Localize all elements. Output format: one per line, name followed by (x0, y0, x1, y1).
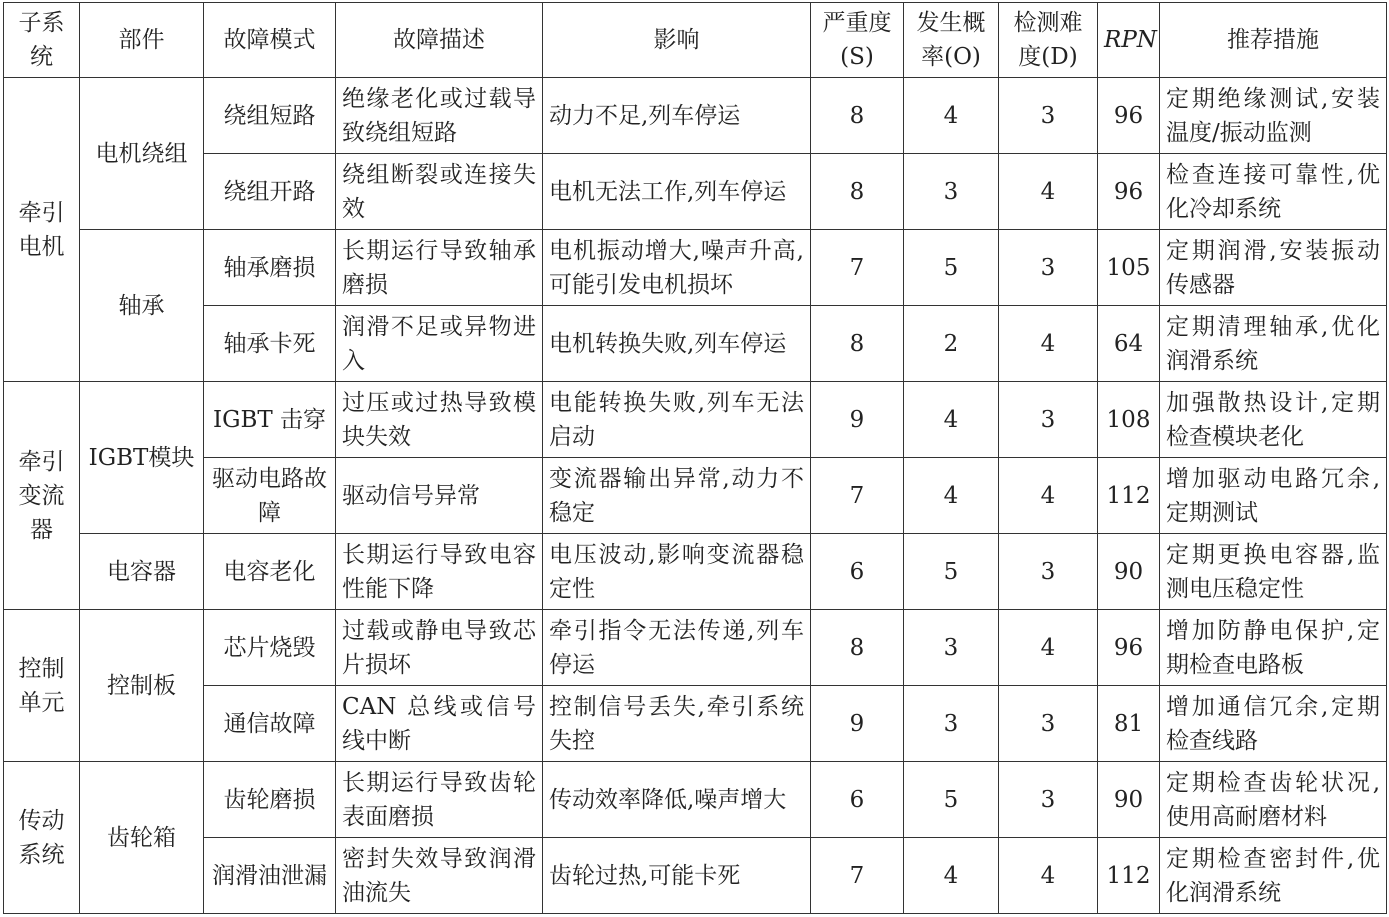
failure-description-cell: 润滑不足或异物进入 (336, 306, 543, 382)
failure-mode-cell: 通信故障 (204, 686, 336, 762)
effect-cell: 控制信号丢失,牵引系统失控 (543, 686, 811, 762)
subsystem-cell: 牵引电机 (4, 78, 80, 382)
table-row (4, 838, 1387, 914)
failure-description-cell: 密封失效导致润滑油流失 (336, 838, 543, 914)
failure-mode-cell: 电容老化 (204, 534, 336, 610)
occurrence-cell: 4 (904, 838, 999, 914)
header-severity: 严重度(S) (811, 3, 904, 78)
rpn-cell: 81 (1098, 686, 1160, 762)
effect-cell: 动力不足,列车停运 (543, 78, 811, 154)
failure-description-cell: CAN 总线或信号线中断 (336, 686, 543, 762)
subsystem-cell: 控制单元 (4, 610, 80, 762)
occurrence-cell: 4 (904, 78, 999, 154)
component-cell: 电机绕组 (80, 78, 204, 230)
occurrence-cell: 4 (904, 458, 999, 534)
rpn-cell: 90 (1098, 534, 1160, 610)
component-cell: 电容器 (80, 534, 204, 610)
rpn-cell: 90 (1098, 762, 1160, 838)
occurrence-cell: 5 (904, 230, 999, 306)
failure-description-cell: 过压或过热导致模块失效 (336, 382, 543, 458)
detection-cell: 4 (999, 838, 1098, 914)
table-row (4, 686, 1387, 762)
failure-description-cell: 长期运行导致电容性能下降 (336, 534, 543, 610)
failure-mode-cell: IGBT 击穿 (204, 382, 336, 458)
detection-cell: 4 (999, 306, 1098, 382)
recommended-action-cell: 定期绝缘测试,安装温度/振动监测 (1160, 78, 1387, 154)
subsystem-cell: 传动系统 (4, 762, 80, 914)
rpn-cell: 96 (1098, 610, 1160, 686)
severity-cell: 8 (811, 306, 904, 382)
effect-cell: 传动效率降低,噪声增大 (543, 762, 811, 838)
effect-cell: 电机转换失败,列车停运 (543, 306, 811, 382)
recommended-action-cell: 定期检查密封件,优化润滑系统 (1160, 838, 1387, 914)
table-row (4, 306, 1387, 382)
occurrence-cell: 4 (904, 382, 999, 458)
header-row (4, 3, 1387, 78)
rpn-cell: 112 (1098, 458, 1160, 534)
failure-mode-cell: 绕组短路 (204, 78, 336, 154)
table-row (4, 382, 1387, 458)
effect-cell: 电机振动增大,噪声升高,可能引发电机损坏 (543, 230, 811, 306)
effect-cell: 电压波动,影响变流器稳定性 (543, 534, 811, 610)
header-detection: 检测难度(D) (999, 3, 1098, 78)
component-cell: IGBT模块 (80, 382, 204, 534)
fmea-table (3, 2, 1387, 914)
severity-cell: 8 (811, 154, 904, 230)
recommended-action-cell: 定期清理轴承,优化润滑系统 (1160, 306, 1387, 382)
detection-cell: 4 (999, 458, 1098, 534)
failure-description-cell: 绕组断裂或连接失效 (336, 154, 543, 230)
failure-mode-cell: 齿轮磨损 (204, 762, 336, 838)
failure-mode-cell: 润滑油泄漏 (204, 838, 336, 914)
effect-cell: 电机无法工作,列车停运 (543, 154, 811, 230)
failure-description-cell: 长期运行导致轴承磨损 (336, 230, 543, 306)
recommended-action-cell: 定期润滑,安装振动传感器 (1160, 230, 1387, 306)
subsystem-cell: 牵引变流器 (4, 382, 80, 610)
recommended-action-cell: 增加驱动电路冗余,定期测试 (1160, 458, 1387, 534)
effect-cell: 电能转换失败,列车无法启动 (543, 382, 811, 458)
failure-description-cell: 过载或静电导致芯片损坏 (336, 610, 543, 686)
detection-cell: 4 (999, 610, 1098, 686)
header-failure-description: 故障描述 (336, 3, 543, 78)
rpn-cell: 96 (1098, 154, 1160, 230)
table-row (4, 230, 1387, 306)
table-row (4, 534, 1387, 610)
table-row (4, 610, 1387, 686)
failure-mode-cell: 芯片烧毁 (204, 610, 336, 686)
rpn-cell: 108 (1098, 382, 1160, 458)
detection-cell: 3 (999, 534, 1098, 610)
detection-cell: 3 (999, 230, 1098, 306)
component-cell: 控制板 (80, 610, 204, 762)
header-recommended-action: 推荐措施 (1160, 3, 1387, 78)
severity-cell: 8 (811, 78, 904, 154)
failure-description-cell: 绝缘老化或过载导致绕组短路 (336, 78, 543, 154)
occurrence-cell: 2 (904, 306, 999, 382)
failure-description-cell: 长期运行导致齿轮表面磨损 (336, 762, 543, 838)
failure-mode-cell: 轴承卡死 (204, 306, 336, 382)
component-cell: 轴承 (80, 230, 204, 382)
failure-description-cell: 驱动信号异常 (336, 458, 543, 534)
rpn-cell: 105 (1098, 230, 1160, 306)
effect-cell: 变流器输出异常,动力不稳定 (543, 458, 811, 534)
table-row (4, 458, 1387, 534)
occurrence-cell: 3 (904, 154, 999, 230)
severity-cell: 7 (811, 458, 904, 534)
failure-mode-cell: 绕组开路 (204, 154, 336, 230)
detection-cell: 3 (999, 686, 1098, 762)
severity-cell: 6 (811, 534, 904, 610)
failure-mode-cell: 轴承磨损 (204, 230, 336, 306)
table-row (4, 78, 1387, 154)
header-occurrence: 发生概率(O) (904, 3, 999, 78)
occurrence-cell: 3 (904, 610, 999, 686)
severity-cell: 6 (811, 762, 904, 838)
severity-cell: 8 (811, 610, 904, 686)
detection-cell: 3 (999, 382, 1098, 458)
effect-cell: 齿轮过热,可能卡死 (543, 838, 811, 914)
severity-cell: 9 (811, 382, 904, 458)
component-cell: 齿轮箱 (80, 762, 204, 914)
recommended-action-cell: 增加通信冗余,定期检查线路 (1160, 686, 1387, 762)
header-subsystem: 子系统 (4, 3, 80, 78)
occurrence-cell: 5 (904, 534, 999, 610)
recommended-action-cell: 定期更换电容器,监测电压稳定性 (1160, 534, 1387, 610)
recommended-action-cell: 定期检查齿轮状况,使用高耐磨材料 (1160, 762, 1387, 838)
rpn-cell: 112 (1098, 838, 1160, 914)
effect-cell: 牵引指令无法传递,列车停运 (543, 610, 811, 686)
header-rpn: RPN (1098, 3, 1160, 78)
rpn-cell: 64 (1098, 306, 1160, 382)
occurrence-cell: 5 (904, 762, 999, 838)
detection-cell: 3 (999, 762, 1098, 838)
table-row (4, 154, 1387, 230)
recommended-action-cell: 增加防静电保护,定期检查电路板 (1160, 610, 1387, 686)
header-effect: 影响 (543, 3, 811, 78)
failure-mode-cell: 驱动电路故障 (204, 458, 336, 534)
detection-cell: 3 (999, 78, 1098, 154)
recommended-action-cell: 加强散热设计,定期检查模块老化 (1160, 382, 1387, 458)
table-row (4, 762, 1387, 838)
severity-cell: 7 (811, 230, 904, 306)
severity-cell: 7 (811, 838, 904, 914)
rpn-cell: 96 (1098, 78, 1160, 154)
severity-cell: 9 (811, 686, 904, 762)
header-component: 部件 (80, 3, 204, 78)
detection-cell: 4 (999, 154, 1098, 230)
header-failure-mode: 故障模式 (204, 3, 336, 78)
occurrence-cell: 3 (904, 686, 999, 762)
recommended-action-cell: 检查连接可靠性,优化冷却系统 (1160, 154, 1387, 230)
